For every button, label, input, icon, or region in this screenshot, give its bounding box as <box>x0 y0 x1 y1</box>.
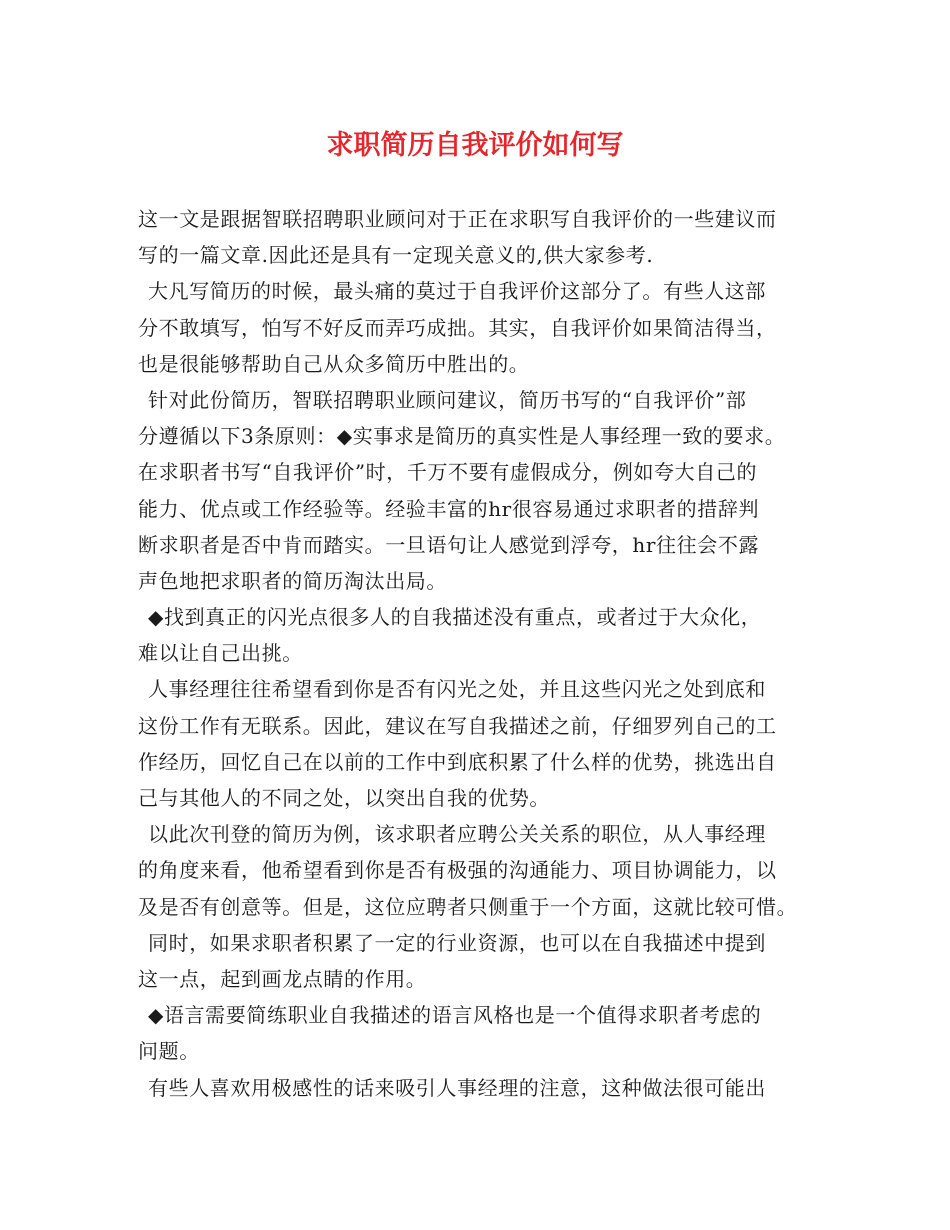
text-line: 的角度来看，他希望看到你是否有极强的沟通能力、项目协调能力，以 <box>138 858 777 883</box>
text-line: 作经历，回忆自己在以前的工作中到底积累了什么样的优势，挑选出自 <box>138 749 777 774</box>
text-line: 这一文是跟据智联招聘职业顾问对于正在求职写自我评价的一些建议而 <box>138 207 777 231</box>
text-line: 写的一篇文章.因此还是具有一定现关意义的,供大家参考. <box>138 243 654 268</box>
text-line: 人事经理往往希望看到你是否有闪光之处，并且这些闪光之处到底和 <box>148 677 766 702</box>
text-line: 及是否有创意等。但是，这位应聘者只侧重于一个方面，这就比较可惜。 <box>138 894 798 919</box>
text-line: 这份工作有无联系。因此，建议在写自我描述之前，仔细罗列自己的工 <box>138 713 777 738</box>
text-line: 声色地把求职者的简历淘汰出局。 <box>138 568 447 593</box>
text-line: 这一点，起到画龙点睛的作用。 <box>138 966 427 991</box>
text-line: 以此次刊登的简历为例，该求职者应聘公关关系的职位，从人事经理 <box>148 822 766 847</box>
text-line: 分不敢填写，怕写不好反而弄巧成拙。其实，自我评价如果简洁得当， <box>138 315 777 340</box>
text-line: ◆语言需要简练职业自我描述的语言风格也是一个值得求职者考虑的 <box>148 1003 762 1028</box>
document-title: 求职简历自我评价如何写 <box>326 130 624 161</box>
text-line: 问题。 <box>138 1039 200 1064</box>
text-line: 己与其他人的不同之处，以突出自我的优势。 <box>138 786 550 810</box>
text-line: 能力、优点或工作经验等。经验丰富的hr很容易通过求职者的措辞判 <box>138 496 760 521</box>
text-line: 断求职者是否中肯而踏实。一旦语句让人感觉到浮夸，hr往往会不露 <box>138 532 760 557</box>
text-line: 大凡写简历的时候，最头痛的莫过于自我评价这部分了。有些人这部 <box>148 279 766 304</box>
document-body <box>138 201 818 1106</box>
text-line: 针对此份简历，智联招聘职业顾问建议，简历书写的“自我评价”部 <box>148 387 747 412</box>
text-line: 有些人喜欢用极感性的话来吸引人事经理的注意，这种做法很可能出 <box>148 1075 766 1100</box>
text-line: 难以让自己出挑。 <box>138 641 303 666</box>
text-line: 分遵循以下3条原则：◆实事求是简历的真实性是人事经理一致的要求。 <box>138 424 786 449</box>
text-line: 同时，如果求职者积累了一定的行业资源，也可以在自我描述中提到 <box>148 930 766 955</box>
text-line: 也是很能够帮助自己从众多简历中胜出的。 <box>138 351 530 376</box>
text-line: ◆找到真正的闪光点很多人的自我描述没有重点，或者过于大众化， <box>148 605 762 630</box>
text-line: 在求职者书写“自我评价”时，千万不要有虚假成分，例如夸大自己的 <box>138 460 758 485</box>
